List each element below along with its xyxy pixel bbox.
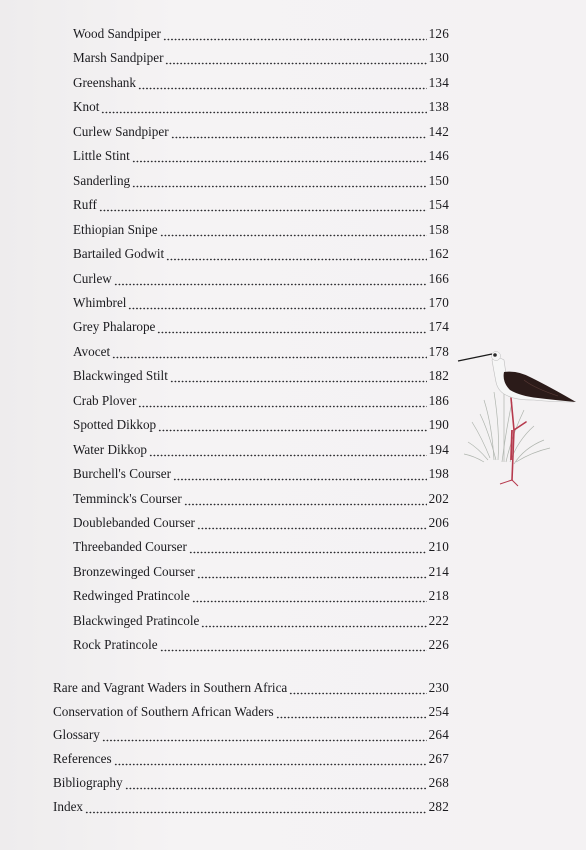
- dot-leader: [101, 99, 426, 115]
- toc-entry-title: Blackwinged Stilt: [73, 368, 168, 384]
- toc-entry-title: Water Dikkop: [73, 441, 148, 457]
- toc-entry: [53, 795, 449, 815]
- toc-entry: [73, 364, 449, 384]
- toc-entry-title: Greenshank: [73, 74, 136, 90]
- toc-entry: [73, 144, 449, 164]
- dot-leader: [170, 368, 427, 384]
- dot-leader: [99, 197, 427, 213]
- toc-entry: [73, 315, 449, 335]
- toc-entry: [73, 389, 449, 409]
- dot-leader: [157, 319, 426, 335]
- toc-entry: [73, 560, 449, 580]
- toc-entry-title: Bibliography: [53, 774, 123, 790]
- toc-entry-title: Blackwinged Pratincole: [73, 612, 200, 628]
- toc-entry-title: Ethiopian Snipe: [73, 221, 158, 237]
- dot-leader: [132, 173, 426, 189]
- toc-entry-page: 198: [428, 466, 449, 482]
- toc-entry-title: Curlew: [73, 270, 112, 286]
- toc-entry-title: Sanderling: [73, 172, 131, 188]
- toc-entry-page: 282: [428, 798, 449, 814]
- toc-entry-page: 218: [428, 588, 449, 604]
- toc-entry: [73, 95, 449, 115]
- dot-leader: [138, 75, 427, 91]
- toc-entry: [73, 291, 449, 311]
- toc-entry: [73, 22, 449, 42]
- toc-entry-page: 130: [428, 50, 449, 66]
- dot-leader: [138, 393, 426, 409]
- toc-entry-title: Grey Phalarope: [73, 319, 156, 335]
- toc-entry-page: 254: [428, 703, 449, 719]
- toc-entry: [73, 46, 449, 66]
- toc-entry-page: 166: [428, 270, 449, 286]
- toc-entry-title: Rock Pratincole: [73, 637, 158, 653]
- toc-entry-title: Index: [53, 798, 84, 814]
- dot-leader: [166, 246, 426, 262]
- toc-entry-title: Conservation of Southern African Waders: [53, 703, 274, 719]
- toc-entry-page: 150: [428, 172, 449, 188]
- dot-leader: [197, 515, 427, 531]
- toc-entry-title: Burchell's Courser: [73, 466, 171, 482]
- dot-leader: [173, 466, 427, 482]
- toc-entry-page: 138: [428, 99, 449, 115]
- toc-entry-title: Marsh Sandpiper: [73, 50, 164, 66]
- toc-entry-title: Doublebanded Courser: [73, 515, 195, 530]
- toc-entry-title: Rare and Vagrant Waders in Southern Africa: [53, 680, 288, 695]
- toc-entry-title: Whimbrel: [73, 294, 127, 310]
- toc-entry: [73, 535, 449, 555]
- toc-entry-page: 154: [428, 197, 449, 213]
- toc-entry-title: Knot: [73, 99, 100, 115]
- toc-entry: [73, 242, 449, 262]
- toc-entry: [73, 413, 449, 433]
- toc-entry-page: 267: [428, 751, 449, 767]
- toc-entry-page: 202: [428, 490, 449, 506]
- toc-entry: [73, 71, 449, 91]
- toc-entry-title: Redwinged Pratincole: [73, 588, 190, 604]
- toc-entry: [53, 700, 449, 720]
- toc-entry-page: 134: [428, 74, 449, 90]
- dot-leader: [114, 271, 427, 287]
- toc-entry-page: 146: [428, 148, 449, 164]
- toc-entry-title: Curlew Sandpiper: [73, 123, 169, 139]
- toc-entry-page: 170: [428, 294, 449, 310]
- toc-entry-page: 182: [428, 368, 449, 384]
- toc-entry: [73, 169, 449, 189]
- toc-entry-title: Wood Sandpiper: [73, 26, 161, 41]
- toc-entry-page: 210: [428, 539, 449, 555]
- toc-entry-title: Spotted Dikkop: [73, 417, 157, 433]
- toc-entry: [73, 267, 449, 287]
- toc-entry-title: Avocet: [73, 343, 111, 359]
- toc-entry-page: 178: [428, 343, 449, 359]
- toc-entry-page: 162: [428, 246, 449, 262]
- toc-entry: [73, 584, 449, 604]
- toc-entry-page: 226: [428, 637, 449, 653]
- dot-leader: [171, 124, 427, 140]
- toc-entry: [73, 487, 449, 507]
- toc-entry: [73, 633, 449, 653]
- toc-entry-title: Threebanded Courser: [73, 539, 187, 555]
- dot-leader: [149, 442, 427, 458]
- dot-leader: [160, 222, 427, 238]
- dot-leader: [85, 799, 427, 815]
- toc-entry-page: 142: [428, 123, 449, 139]
- dot-leader: [125, 775, 427, 791]
- toc-entry: [73, 462, 449, 482]
- dot-leader: [276, 704, 427, 720]
- toc-entry: [73, 340, 449, 360]
- toc-entry: [73, 120, 449, 140]
- toc-entry: [53, 747, 449, 767]
- dot-leader: [189, 539, 427, 555]
- toc-entry: [73, 193, 449, 213]
- dot-leader: [158, 417, 426, 433]
- toc-entry: [73, 609, 449, 629]
- toc-entry-page: 190: [428, 417, 449, 433]
- toc-entry: [73, 218, 449, 238]
- toc-entry-page: 268: [428, 774, 449, 790]
- toc-entry: [73, 511, 449, 531]
- toc-entry-title: Temminck's Courser: [73, 490, 182, 506]
- toc-entry-page: 214: [428, 563, 449, 579]
- dot-leader: [289, 680, 426, 696]
- toc-entry-page: 174: [428, 319, 449, 335]
- dot-leader: [192, 588, 427, 604]
- toc-entry: [73, 438, 449, 458]
- toc-entry-page: 186: [428, 392, 449, 408]
- blackwinged-stilt-icon: [454, 330, 586, 500]
- toc-entry-title: Glossary: [53, 727, 100, 743]
- toc-entry: [53, 676, 449, 696]
- toc-entry-title: Crab Plover: [73, 392, 137, 408]
- dot-leader: [184, 491, 427, 507]
- toc-entry-page: 222: [428, 612, 449, 628]
- toc-entry-page: 194: [428, 441, 449, 457]
- toc-entry-page: 126: [428, 26, 449, 41]
- dot-leader: [114, 751, 427, 767]
- toc-entry-page: 230: [428, 680, 449, 695]
- dot-leader: [163, 26, 427, 42]
- toc-entry-page: 264: [428, 727, 449, 743]
- toc-entry-page: 206: [428, 515, 449, 530]
- toc-entry-page: 158: [428, 221, 449, 237]
- toc-entry-title: Bronzewinged Courser: [73, 563, 195, 579]
- dot-leader: [128, 295, 426, 311]
- dot-leader: [197, 564, 427, 580]
- dot-leader: [165, 50, 426, 66]
- toc-entry-title: Ruff: [73, 197, 97, 213]
- toc-entry-title: Little Stint: [73, 148, 130, 164]
- toc-entry: [53, 771, 449, 791]
- dot-leader: [112, 344, 427, 360]
- dot-leader: [102, 727, 427, 743]
- dot-leader: [160, 637, 427, 653]
- dot-leader: [201, 613, 426, 629]
- toc-entry-title: References: [53, 751, 112, 767]
- dot-leader: [132, 148, 427, 164]
- toc-entry: [53, 723, 449, 743]
- toc-entry-title: Bartailed Godwit: [73, 246, 165, 262]
